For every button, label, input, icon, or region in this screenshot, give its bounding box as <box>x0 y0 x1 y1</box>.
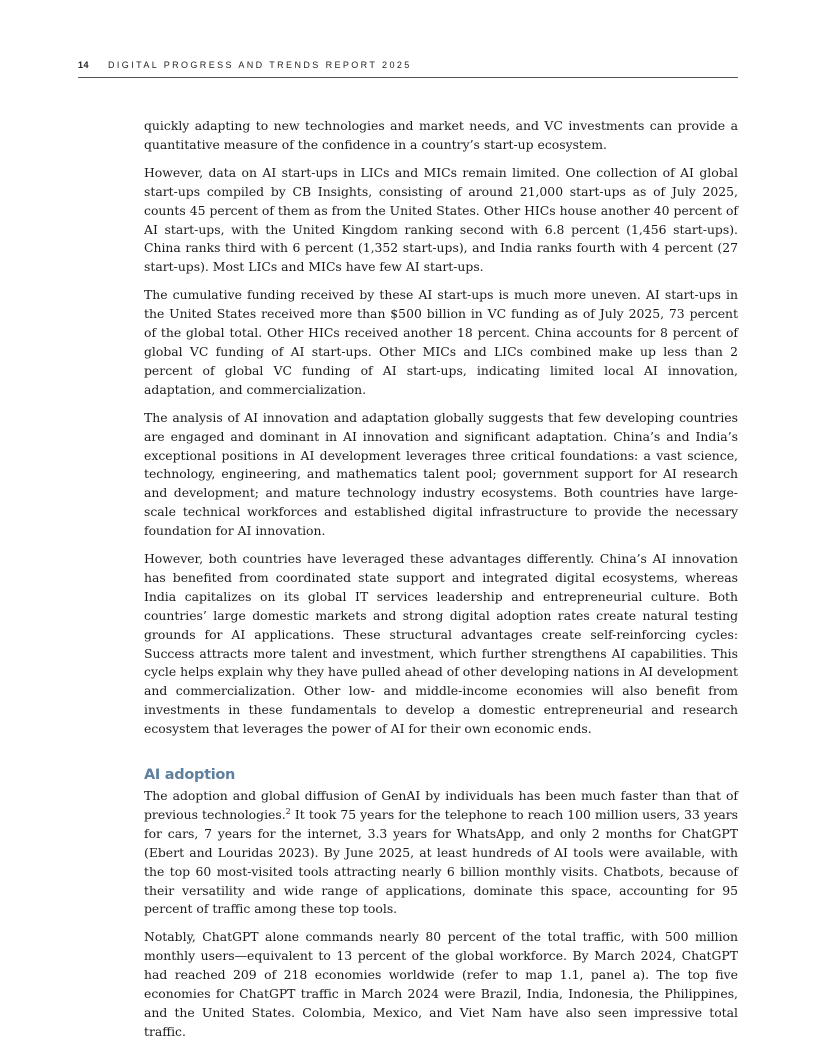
section-heading-ai-adoption: AI adoption <box>144 767 236 784</box>
paragraph: Notably, ChatGPT alone commands nearly 80 percent of the total traffic, with 500 million monthly users—equivalent to 13 percent of the global workforce. By March 2024, ChatGPT had reached 209 of 218 economies worldwide (refer to map 1.1, panel a). The top five economies for ChatGPT traffic in March 2024 were Brazil, India, Indonesia, the Philippines, and the United States. Colombia, Mexico, and Viet Nam have also seen impressive total traffic. <box>144 929 738 1039</box>
running-title: DIGITAL PROGRESS AND TRENDS REPORT 2025 <box>108 60 412 70</box>
paragraph: However, data on AI start-ups in LICs and MICs remain limited. One collection of AI global start-ups compiled by CB Insights, consisting of around 21,000 start-ups as of July 2025, counts 45 percent of them as from the United States. Other HICs house another 40 percent of AI start-ups, with the United Kingdom ranking second with 6.8 percent (1,456 start-ups). China ranks third with 6 percent (1,352 start-ups), and India ranks fourth with 4 percent (27 start-ups). Most LICs and MICs have few AI start-ups. <box>144 164 738 275</box>
footnote-reference[interactable]: 2 <box>285 806 291 816</box>
running-header <box>78 59 738 78</box>
paragraph-text: The adoption and global diffusion of GenAI by individuals has been much faster than that of previous technologies. <box>144 788 738 822</box>
paragraph: However, both countries have leveraged these advantages differently. China’s AI innovation has benefited from coordinated state support and integrated digital ecosystems, whereas India capitalizes on its global IT services leadership and entrepreneurial culture. Both countries’ large domestic markets and strong digital adoption rates create natural testing grounds for AI applications. These structural advantages create self-reinforcing cycles: Success attracts more talent and investment, which further strengthens AI capabilities. This cycle helps explain why they have pulled ahead of other developing nations in AI development and commercialization. Other low- and middle-income economies will also benefit from investments in these fundamentals to develop a domestic entrepreneurial and research ecosystem that leverages the power of AI for their own economic ends. <box>144 551 738 737</box>
paragraph <box>144 787 738 919</box>
paragraph: The cumulative funding received by these AI start-ups is much more uneven. AI start-ups in the United States received more than $500 billion in VC funding as of July 2025, 73 percent of the global total. Other HICs received another 18 percent. China accounts for 8 percent of global VC funding of AI start-ups. Other MICs and LICs combined make up less than 2 percent of global VC funding of AI start-ups, indicating limited local AI innovation, adaptation, and commercialization. <box>144 287 738 397</box>
main-content <box>144 117 738 1051</box>
page-number: 14 <box>78 60 90 70</box>
paragraph: quickly adapting to new technologies and market needs, and VC investments can provide a quantitative measure of the confidence in a country’s start-up ecosystem. <box>144 118 738 152</box>
paragraph-text: It took 75 years for the telephone to reach 100 million users, 33 years for cars, 7 years for the internet, 3.3 years for WhatsApp, and only 2 months for ChatGPT (Ebert and Louridas 2023). By June 2025, at least hundreds of AI tools were available, with the top 60 most-visited tools attracting nearly 6 billion monthly visits. Chatbots, because of their versatility and wide range of applications, dominate this space, accounting for 95 percent of traffic among these top tools. <box>144 806 738 917</box>
paragraph: The analysis of AI innovation and adaptation globally suggests that few developing countries are engaged and dominant in AI innovation and significant adaptation. China’s and India’s exceptional positions in AI development leverages three critical foundations: a vast science, technology, engineering, and mathematics talent pool; government support for AI research and development; and mature technology industry ecosystems. Both countries have large-scale technical workforces and established digital infrastructure to provide the necessary foundation for AI innovation. <box>144 409 738 539</box>
